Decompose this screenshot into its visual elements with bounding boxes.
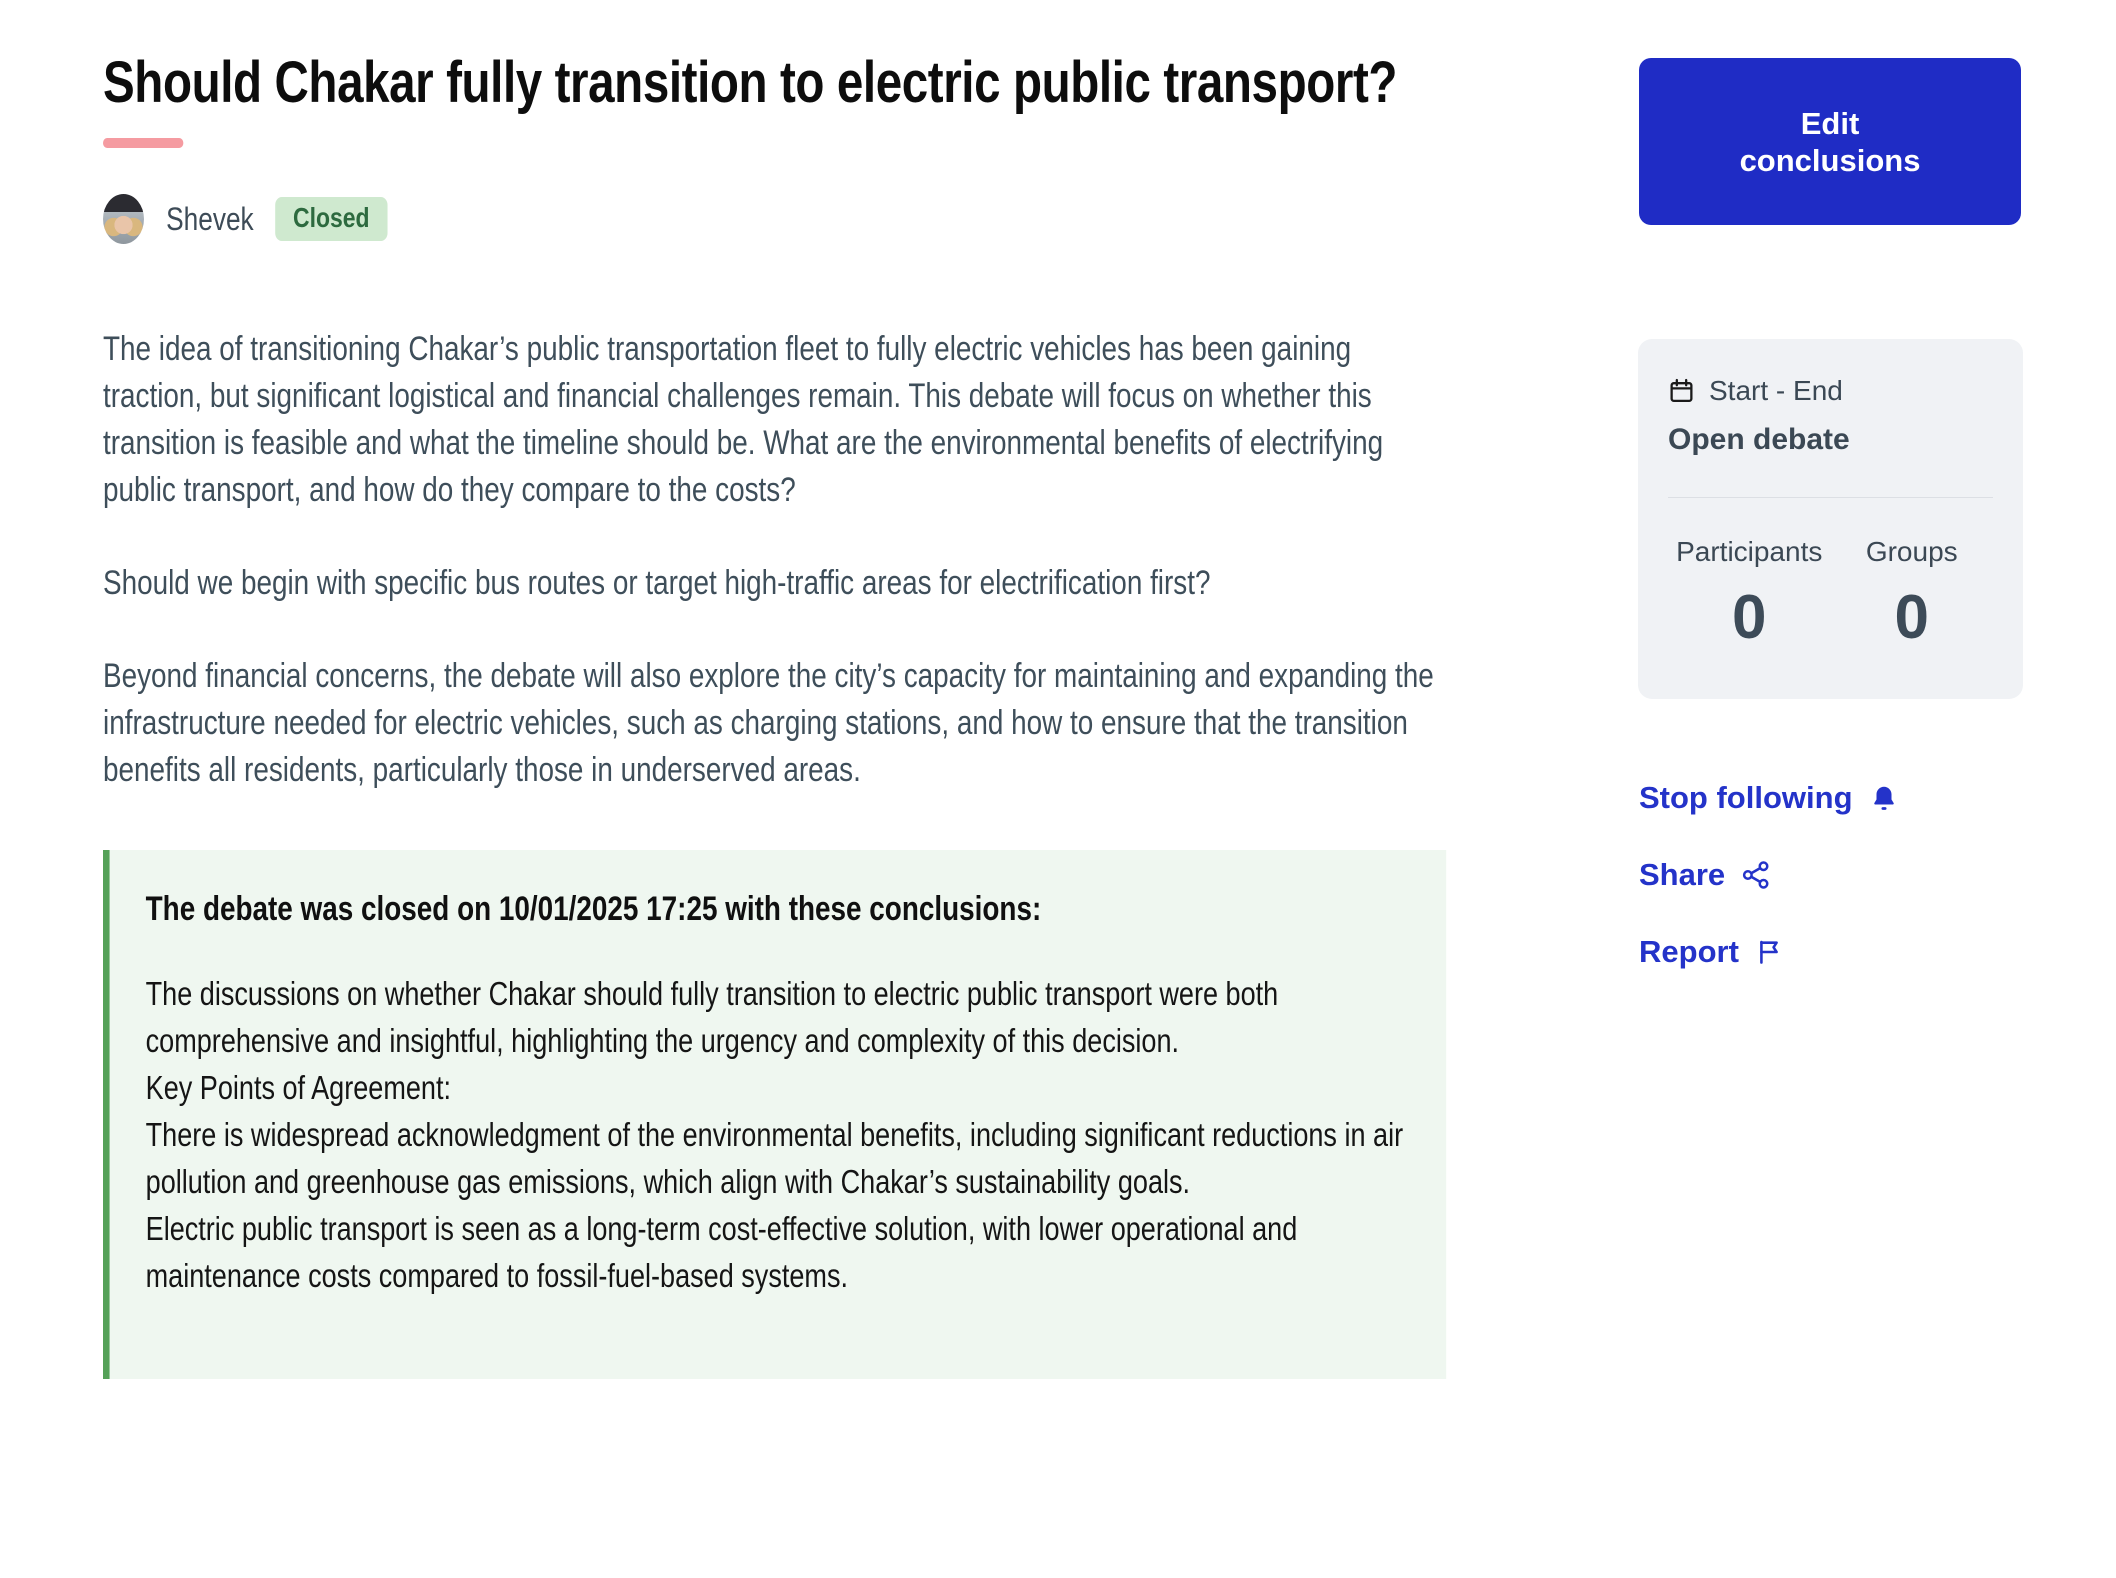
groups-value: 0: [1894, 583, 1929, 652]
description-paragraph: Beyond financial concerns, the debate will also explore the city’s capacity for maintaining and expanding the infrastructure needed for electric vehicles, such as charging stations, and how to ensure that the transition benefits all residents, particularly those in underserved areas.: [103, 657, 1434, 789]
report-label: Report: [1639, 934, 1739, 969]
debate-description: [103, 326, 1446, 794]
conclusions-box: [103, 850, 1446, 1379]
dates-value: Open debate: [1668, 423, 1850, 456]
share-icon: [1741, 860, 1771, 890]
conclusion-line: Key Points of Agreement:: [145, 1069, 452, 1106]
conclusions-body: [146, 970, 1410, 1299]
bell-icon: [1869, 783, 1899, 813]
description-paragraph: Should we begin with specific bus routes or target high-traffic areas for electrification first?: [103, 564, 1211, 602]
conclusion-line: Electric public transport is seen as a long-term cost-effective solution, with lower operational and maintenance costs compared to fossil-fuel-based systems.: [145, 1210, 1298, 1294]
participants-stat: [1668, 536, 1831, 653]
participants-value: 0: [1732, 583, 1767, 652]
share-link[interactable]: [1639, 857, 1899, 893]
flag-icon: [1755, 938, 1783, 966]
calendar-icon: [1668, 378, 1695, 405]
description-paragraph: The idea of transitioning Chakar’s public transportation fleet to fully electric vehicles has been gaining traction, but significant logistical and financial challenges remain. This debate will focus on whether this transition is feasible and what the timeline should be. What are the environmental benefits of electrifying public transport, and how do they compare to the costs?: [103, 330, 1384, 509]
edit-conclusions-button[interactable]: [1639, 58, 2021, 225]
avatar[interactable]: [103, 194, 144, 244]
card-divider: [1668, 497, 1993, 498]
conclusion-line: The discussions on whether Chakar should fully transition to electric public transport were both comprehensive and insightful, highlighting the urgency and complexity of this decision.: [145, 975, 1279, 1059]
dates-row: [1668, 375, 1993, 407]
author-row: [103, 192, 1446, 246]
status-badge: Closed: [275, 197, 388, 241]
page-title: Should Chakar fully transition to electric public transport?: [103, 50, 1398, 115]
conclusion-line: There is widespread acknowledgment of the environmental benefits, including significant reductions in air pollution and greenhouse gas emissions, which align with Chakar’s sustainability goals.: [145, 1116, 1404, 1200]
edit-conclusions-button-label: Edit conclusions: [1739, 105, 1921, 178]
stats-row: [1668, 536, 1993, 653]
participants-label: Participants: [1676, 536, 1823, 567]
debate-info-card: [1638, 339, 2023, 699]
share-label: Share: [1639, 857, 1726, 892]
stop-following-label: Stop following: [1639, 780, 1853, 815]
conclusions-heading: The debate was closed on 10/01/2025 17:25 with these conclusions:: [145, 890, 1042, 928]
action-links: [1639, 780, 1899, 970]
groups-stat: [1831, 536, 1994, 653]
title-underline: [103, 138, 183, 148]
dates-label: Start - End: [1709, 375, 1843, 406]
author-name: Shevek: [166, 200, 254, 237]
report-link[interactable]: [1639, 934, 1899, 970]
groups-label: Groups: [1865, 536, 1958, 567]
stop-following-link[interactable]: [1639, 780, 1899, 816]
debate-main-column: [103, 0, 1446, 1379]
